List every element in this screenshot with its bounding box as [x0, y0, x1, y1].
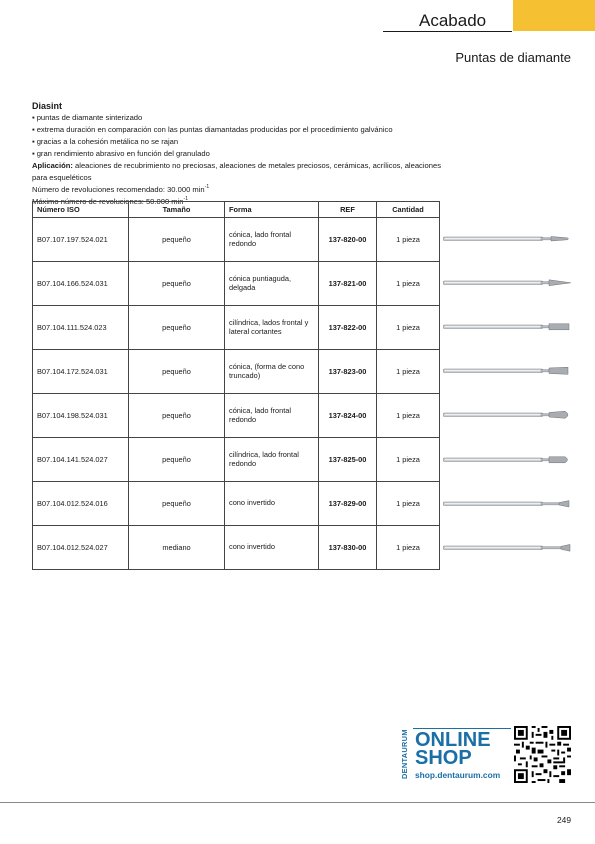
shape: cónica, (forma de cono truncado): [225, 350, 319, 394]
shape: cilíndrica, lados frontal y lateral cortantes: [225, 306, 319, 350]
table-row: [33, 306, 440, 350]
table-row: [33, 526, 440, 570]
table-row: [33, 262, 440, 306]
column-header-quantity: Cantidad: [377, 202, 440, 218]
brand-logo-text: DENTAURUM: [400, 729, 409, 779]
iso-number: B07.104.198.524.031: [33, 394, 129, 438]
quantity: 1 pieza: [377, 438, 440, 482]
shape: cilíndrica, lado frontal redondo: [225, 438, 319, 482]
application-description: aleaciones de recubrimiento no preciosas, aleaciones de metales preciosos, cerámicas, acrílicos, aleaciones para esqueléticos: [32, 161, 442, 182]
ref-number: 137-824-00: [319, 394, 377, 438]
promo-online-text[interactable]: ONLINE: [415, 729, 491, 751]
iso-number: B07.104.012.524.027: [33, 526, 129, 570]
page-subtitle: Puntas de diamante: [455, 50, 571, 65]
quantity: 1 pieza: [377, 218, 440, 262]
diamond-bur-conical-round-icon: [443, 409, 573, 421]
iso-number: B07.104.012.524.016: [33, 482, 129, 526]
size: pequeño: [129, 306, 225, 350]
rpm-max-text: Máximo número de revoluciones: 50.000 min: [32, 197, 184, 206]
table-row: [33, 350, 440, 394]
diamond-bur-conical-round-icon: [443, 233, 573, 245]
rpm-exponent: -1: [204, 184, 210, 190]
diamond-bur-truncated-cone-icon: [443, 365, 573, 377]
iso-number: B07.104.111.524.023: [33, 306, 129, 350]
shape: cono invertido: [225, 526, 319, 570]
quantity: 1 pieza: [377, 306, 440, 350]
shape: cónica, lado frontal redondo: [225, 394, 319, 438]
feature-bullet: ▪ extrema duración en comparación con las puntas diamantadas producidas por el procedimiento galvánico: [32, 124, 452, 136]
size: pequeño: [129, 262, 225, 306]
promo-shop-text[interactable]: SHOP: [415, 747, 472, 769]
table-row: [33, 218, 440, 262]
rpm-recommended-text: Número de revoluciones recomendado: 30.000 min: [32, 185, 205, 194]
quantity: 1 pieza: [377, 394, 440, 438]
ref-number: 137-830-00: [319, 526, 377, 570]
page-number: 249: [557, 815, 571, 825]
ref-number: 137-820-00: [319, 218, 377, 262]
iso-number: B07.104.172.524.031: [33, 350, 129, 394]
ref-number: 137-825-00: [319, 438, 377, 482]
diamond-bur-inverted-cone-icon: [443, 498, 573, 510]
quantity: 1 pieza: [377, 526, 440, 570]
feature-bullet: ▪ puntas de diamante sinterizado: [32, 112, 452, 124]
shape: cónica puntiaguda, delgada: [225, 262, 319, 306]
product-intro: [32, 100, 452, 208]
table-header-row: [33, 202, 440, 218]
ref-number: 137-829-00: [319, 482, 377, 526]
table-row: [33, 438, 440, 482]
size: pequeño: [129, 482, 225, 526]
size: mediano: [129, 526, 225, 570]
ref-number: 137-823-00: [319, 350, 377, 394]
diamond-bur-pointed-icon: [443, 277, 573, 289]
diamond-bur-inverted-cone-icon: [443, 542, 573, 554]
feature-bullet: ▪ gran rendimiento abrasivo en función del granulado: [32, 148, 452, 160]
footer-divider: [0, 802, 595, 803]
rpm-exponent: -1: [183, 196, 188, 202]
column-header-ref: REF: [319, 202, 377, 218]
product-table: [32, 201, 440, 570]
iso-number: B07.104.141.524.027: [33, 438, 129, 482]
feature-bullet: ▪ gracias a la cohesión metálica no se rajan: [32, 136, 452, 148]
rpm-recommended: [32, 184, 452, 196]
column-header-shape: Forma: [225, 202, 319, 218]
application-text: [32, 160, 452, 184]
qr-code-icon[interactable]: [514, 726, 571, 783]
section-title: Acabado: [419, 11, 487, 30]
table-row: [33, 394, 440, 438]
product-name: Diasint: [32, 101, 63, 111]
shop-url-link[interactable]: shop.dentaurum.com: [415, 770, 501, 780]
application-label: Aplicación:: [32, 161, 73, 170]
shape: cono invertido: [225, 482, 319, 526]
column-header-size: Tamaño: [129, 202, 225, 218]
column-header-iso: Número ISO: [33, 202, 129, 218]
table-row: [33, 482, 440, 526]
size: pequeño: [129, 218, 225, 262]
diamond-bur-cylinder-icon: [443, 321, 573, 333]
size: pequeño: [129, 394, 225, 438]
diamond-bur-cylinder-round-icon: [443, 454, 573, 466]
quantity: 1 pieza: [377, 482, 440, 526]
section-color-tab: [513, 0, 595, 31]
iso-number: B07.107.197.524.021: [33, 218, 129, 262]
quantity: 1 pieza: [377, 262, 440, 306]
iso-number: B07.104.166.524.031: [33, 262, 129, 306]
quantity: 1 pieza: [377, 350, 440, 394]
header-divider: [383, 31, 512, 32]
ref-number: 137-822-00: [319, 306, 377, 350]
ref-number: 137-821-00: [319, 262, 377, 306]
size: pequeño: [129, 350, 225, 394]
shape: cónica, lado frontal redondo: [225, 218, 319, 262]
size: pequeño: [129, 438, 225, 482]
